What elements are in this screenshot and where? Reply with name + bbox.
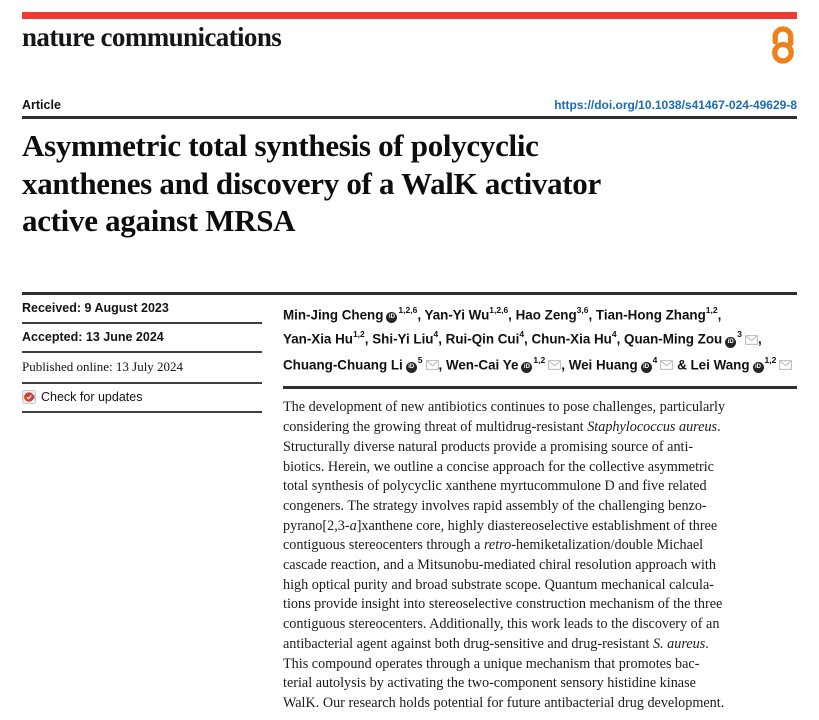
author-name: Yan-Yi Wu — [424, 307, 490, 323]
abstract-line — [283, 398, 797, 418]
abstract-line — [283, 438, 797, 458]
abstract-line — [283, 694, 797, 714]
history-column — [22, 295, 262, 413]
open-access-icon — [767, 23, 798, 71]
abstract-line — [283, 536, 797, 556]
abstract-text-run: S. aureus — [652, 635, 706, 652]
author-affiliation-sup: 1,2,6 — [398, 305, 418, 315]
abstract-line — [283, 556, 797, 576]
abstract-text-run: The development of new antibiotics continues to pose challenges, particularly — [283, 399, 726, 416]
author-line: Yan-Xia Hu$^{1,2}$, Shi-Yi Liu$^4$, Rui-Qin Cui$^4$, Chun-Xia Hu$^4$, Quan-Ming Zou $iD^3$ , — [283, 325, 797, 350]
article-title — [22, 127, 802, 240]
abstract-text-run: total synthesis of polycyclic xanthene myrtucommulone D and five related — [283, 478, 707, 495]
email-icon[interactable] — [548, 356, 561, 376]
abstract-line — [283, 517, 797, 537]
author-affiliation-sup: 1,2 — [705, 305, 718, 315]
abstract-text-run: pyrano[2,3- — [283, 517, 350, 534]
crossmark-icon[interactable] — [22, 390, 36, 404]
abstract-text-run: WalK. Our research holds potential for future antibacterial drug development. — [283, 694, 725, 711]
main-column — [283, 295, 797, 714]
author-name: Quan-Ming Zou — [624, 331, 723, 347]
abstract-text-run: high optical purity and broad substrate scope. Quantum mechanical calcula- — [283, 576, 714, 593]
abstract-rule — [283, 386, 797, 389]
article-title-line: active against MRSA — [22, 203, 296, 238]
author-name: Chun-Xia Hu — [531, 331, 612, 347]
abstract-text-run: -hemiketalization/double Michael — [511, 537, 704, 554]
abstract-line — [283, 418, 797, 438]
abstract-text-run: antibacterial agent against both drug-sensitive and drug-resistant — [283, 635, 653, 652]
published-date: Published online: 13 July 2024 — [22, 353, 262, 384]
author-affiliation-sup: 4 — [652, 354, 658, 365]
author-name: Lei Wang — [690, 357, 750, 373]
author-name: Rui-Qin Cui — [445, 331, 520, 347]
abstract-text-run: cascade reaction, and a Mitsunobu-mediated chiral resolution approach with — [283, 557, 716, 574]
abstract-text-run: tions provide insight into stereoselective construction mechanism of the three — [283, 596, 723, 613]
abstract-line — [283, 615, 797, 635]
abstract-line — [283, 458, 797, 478]
header-rule — [22, 116, 797, 119]
check-for-updates-label: Check for updates — [41, 390, 143, 404]
author-affiliation-sup: 1,2 — [352, 329, 365, 340]
author-name: Shi-Yi Liu — [372, 331, 434, 347]
orcid-icon[interactable]: iD — [386, 312, 397, 323]
abstract-text-run: contiguous stereocenters through a — [283, 537, 484, 554]
abstract-text-run: considering the growing threat of multidrug-resistant — [283, 419, 588, 436]
author-affiliation-sup: 3,6 — [576, 305, 589, 315]
abstract-line — [283, 635, 797, 655]
abstract-text-run: biotics. Herein, we outline a concise approach for the collective asymmetric — [283, 458, 714, 475]
abstract-text-run: . — [705, 635, 709, 652]
article-title-line: Asymmetric total synthesis of polycyclic — [22, 128, 539, 163]
abstract-text-run: terial autolysis by activating the two-component sensory histidine kinase — [283, 675, 696, 692]
author-line: Chuang-Chuang Li $iD^5$ , Wen-Cai Ye iD$^{1,2}$ , Wei Huang $iD^4$ & Lei Wang iD$^{1,2}$ — [283, 351, 797, 376]
author-name: Hao Zeng — [515, 307, 577, 323]
author-affiliation-sup: 1,2 — [533, 354, 546, 365]
abstract-text-run: retro — [483, 537, 512, 554]
abstract-line — [283, 655, 797, 675]
author-name: Wei Huang — [568, 357, 638, 373]
article-title-line: xanthenes and discovery of a WalK activator — [22, 165, 601, 201]
received-date: Received: 9 August 2023 — [22, 295, 262, 324]
author-line: Min-Jing Cheng iD$^{1,2,6}$, Yan-Yi Wu$^{1,2,6}$, Hao Zeng$^{3,6}$, Tian-Hong Zhang$^{1,2}$, — [283, 305, 722, 323]
email-icon[interactable] — [779, 356, 792, 376]
brand-bar — [22, 12, 797, 19]
abstract-text-run: ]xanthene core, highly diastereoselective establishment of three — [356, 517, 718, 534]
abstract-line — [283, 576, 797, 596]
author-name: Wen-Cai Ye — [445, 357, 519, 373]
author-affiliation-sup: 4 — [519, 329, 525, 340]
author-affiliation-sup: 1,2 — [764, 354, 777, 365]
abstract-text-run: Structurally diverse natural products provide a promising source of anti- — [283, 438, 694, 455]
author-affiliation-sup: 1,2,6 — [489, 305, 509, 315]
orcid-icon[interactable]: iD — [521, 362, 532, 373]
author-block — [283, 295, 797, 376]
author-affiliation-sup: 3 — [737, 329, 742, 340]
orcid-icon[interactable]: iD — [641, 362, 652, 373]
author-affiliation-sup: 5 — [417, 354, 423, 365]
header-row — [22, 98, 797, 112]
check-for-updates[interactable] — [22, 384, 262, 413]
abstract-text-run: . — [717, 419, 721, 436]
email-icon[interactable] — [660, 356, 673, 376]
abstract — [283, 398, 797, 713]
abstract-line — [283, 674, 797, 694]
author-name: Yan-Xia Hu — [283, 331, 353, 347]
accepted-date: Accepted: 13 June 2024 — [22, 324, 262, 353]
author-name: Chuang-Chuang Li — [283, 357, 403, 373]
orcid-icon[interactable]: iD — [725, 337, 736, 348]
orcid-icon[interactable]: iD — [406, 362, 417, 373]
abstract-text-run: a — [349, 517, 357, 534]
abstract-text-run: This compound operates through a unique mechanism that promotes bac- — [283, 655, 700, 672]
abstract-text-run: Staphylococcus aureus — [587, 419, 718, 436]
abstract-line — [283, 477, 797, 497]
orcid-icon[interactable]: iD — [753, 362, 764, 373]
journal-logo: nature communications — [22, 22, 282, 52]
author-affiliation-sup: 4 — [611, 329, 617, 340]
author-name: Min-Jing Cheng — [283, 307, 384, 323]
doi-link[interactable]: https://doi.org/10.1038/s41467-024-49629-8 — [554, 98, 797, 112]
abstract-line — [283, 497, 797, 517]
author-name: Tian-Hong Zhang — [595, 307, 706, 323]
abstract-text-run: contiguous stereocenters. Additionally, this work leads to the discovery of an — [283, 616, 720, 633]
article-type-label: Article — [22, 98, 61, 112]
author-affiliation-sup: 4 — [433, 329, 439, 340]
email-icon[interactable] — [426, 356, 439, 376]
abstract-text-run: congeners. The strategy involves rapid assembly of the challenging benzo- — [283, 497, 707, 514]
email-icon[interactable] — [745, 331, 758, 351]
abstract-line — [283, 595, 797, 615]
